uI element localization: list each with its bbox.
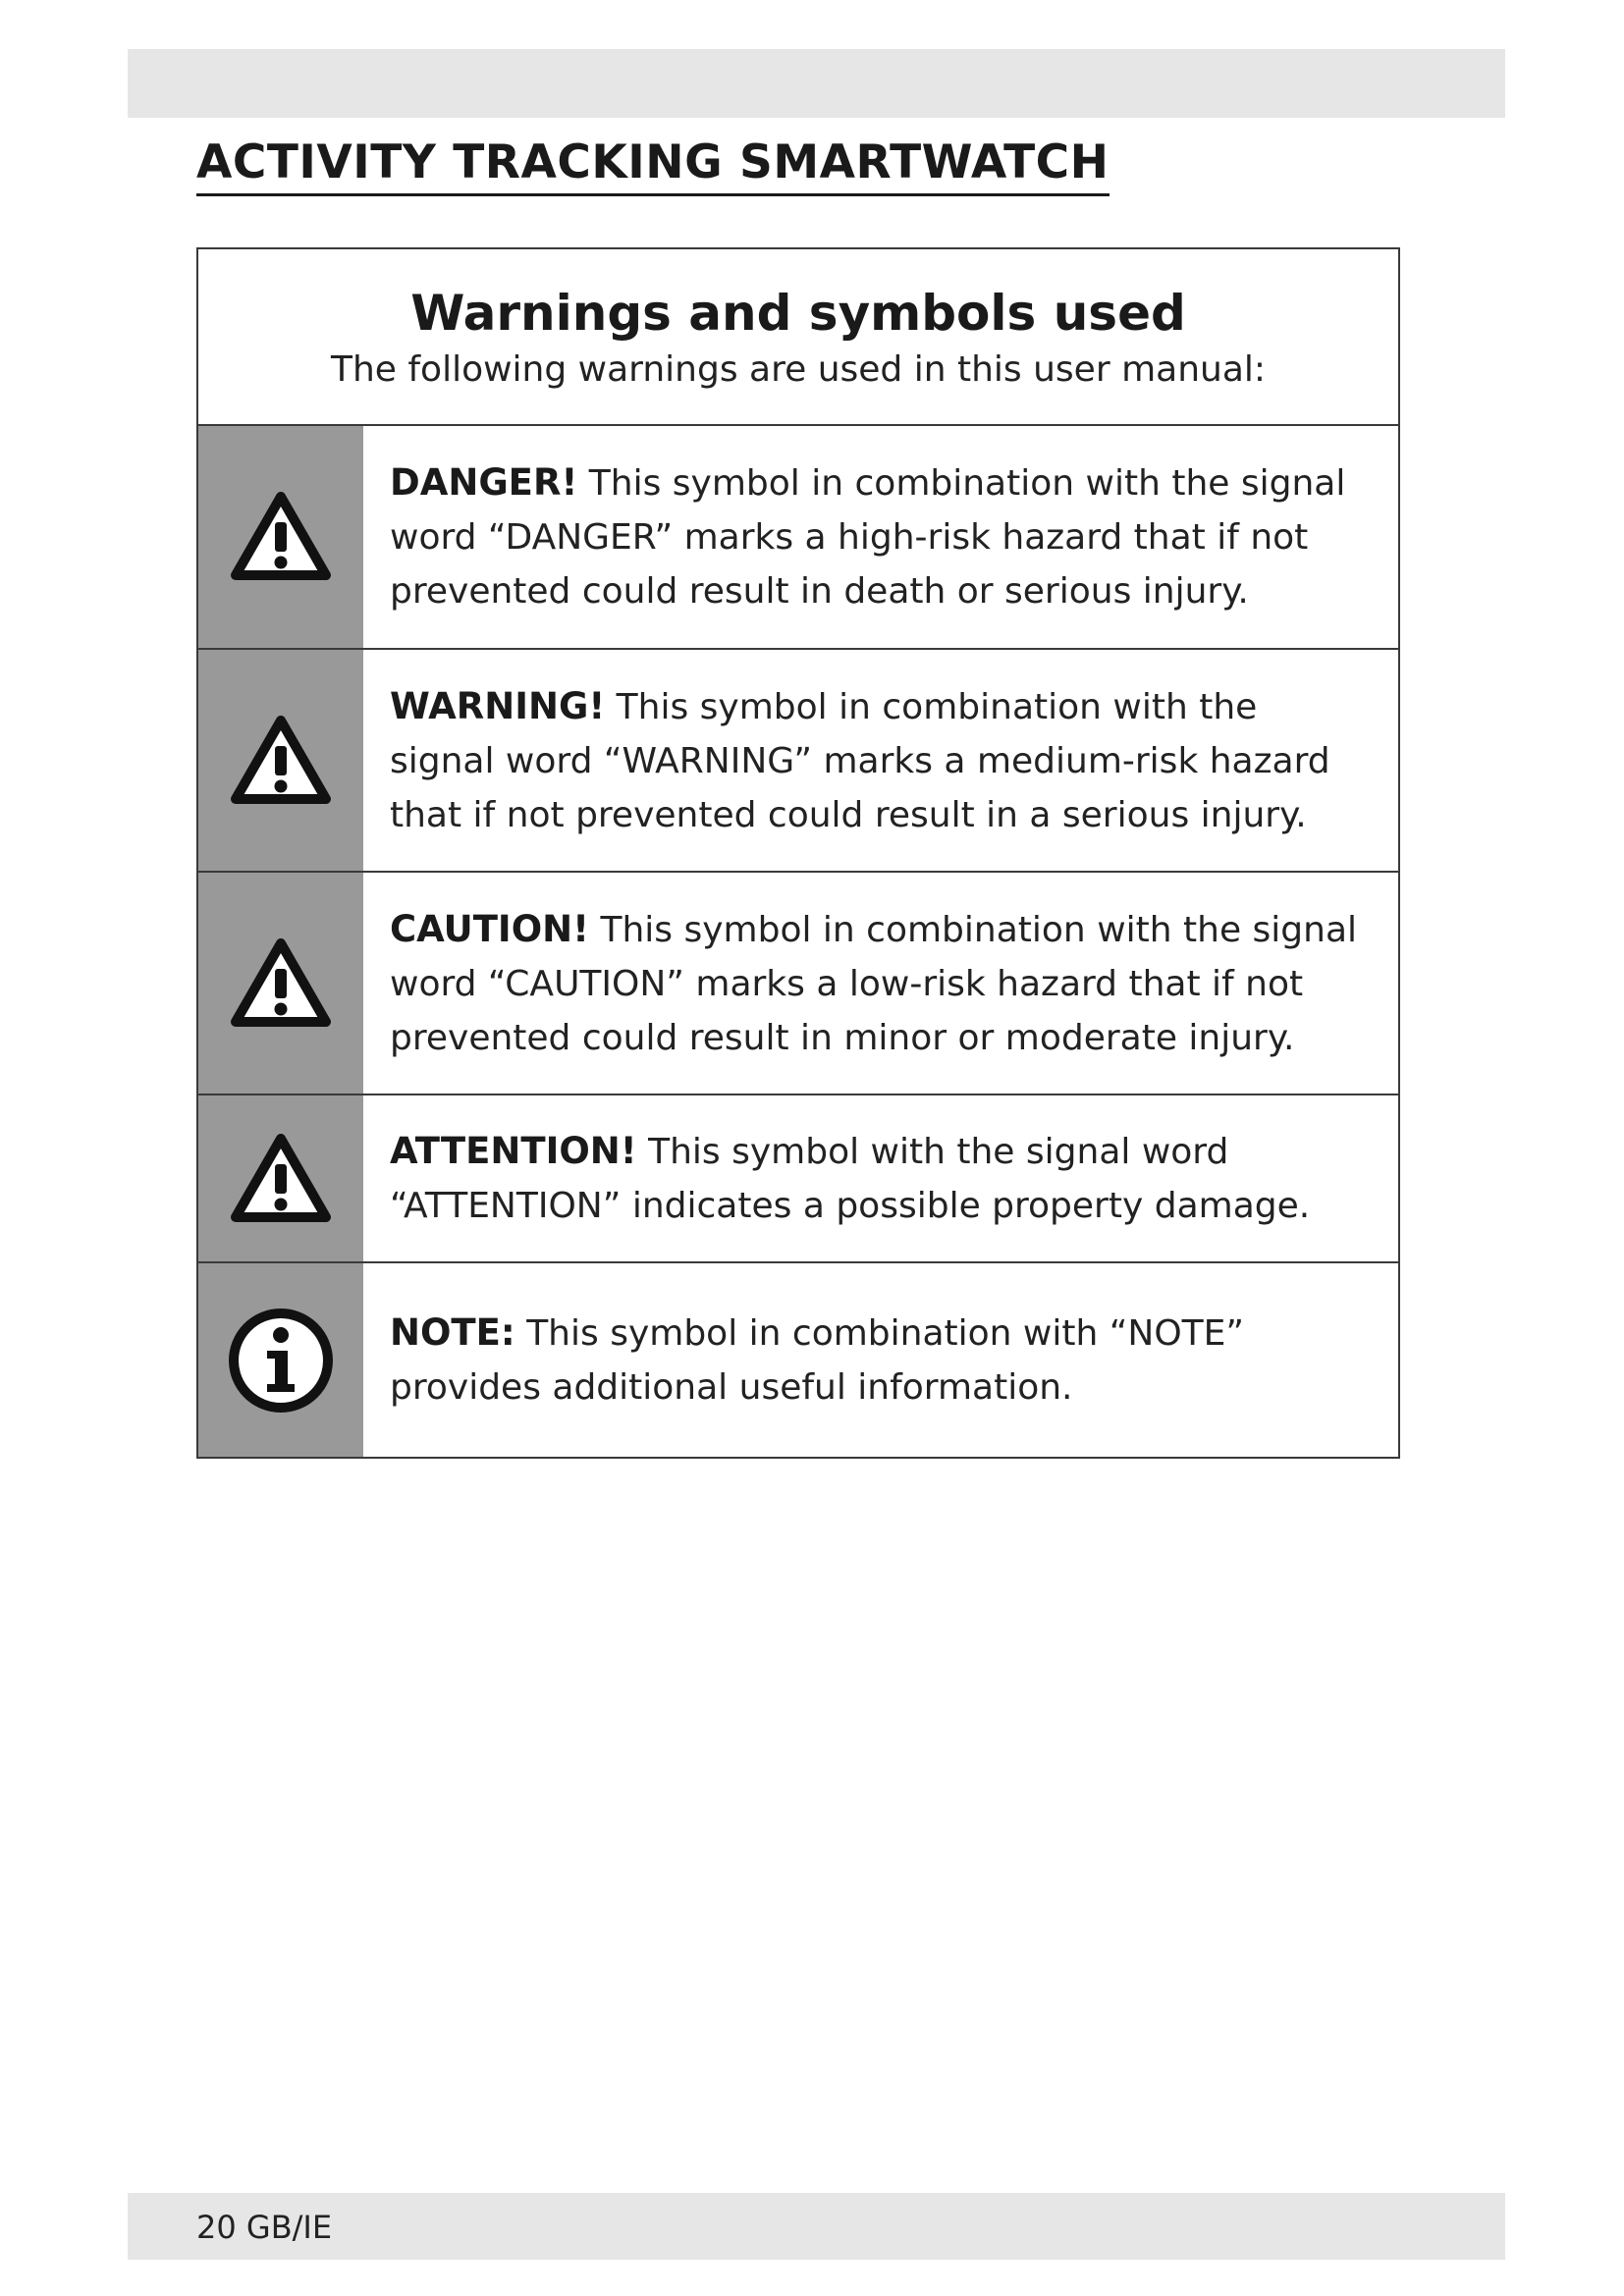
table-header: [198, 249, 1398, 426]
row-description: This symbol in combination with the signal word “CAUTION” marks a low-risk hazard that if not prevented could result in minor or moderate injury.: [390, 909, 1358, 1058]
table-subheading: The following warnings are used in this user manual:: [330, 349, 1267, 390]
header-bar: [128, 49, 1505, 118]
info-circle-icon: [226, 1306, 336, 1415]
warning-triangle-icon: [230, 1133, 332, 1225]
row-text: [363, 873, 1398, 1094]
footer-bar: [128, 2193, 1505, 2260]
row-text: [363, 1095, 1398, 1261]
warning-triangle-icon: [230, 937, 332, 1030]
icon-cell: [198, 1263, 363, 1457]
note-row: [198, 1263, 1398, 1457]
warnings-table: [196, 247, 1400, 1459]
signal-word: WARNING!: [390, 684, 606, 727]
warning-row: [198, 650, 1398, 873]
row-text: [363, 1263, 1398, 1457]
document-title: ACTIVITY TRACKING SMARTWATCH: [196, 135, 1110, 196]
warning-triangle-icon: [230, 715, 332, 807]
icon-cell: [198, 426, 363, 648]
danger-row: [198, 426, 1398, 650]
attention-row: [198, 1095, 1398, 1263]
signal-word: DANGER!: [390, 461, 578, 504]
row-description: This symbol in combination with “NOTE” provides additional useful information.: [390, 1313, 1245, 1408]
row-description: This symbol with the signal word “ATTENTION” indicates a possible property damage.: [390, 1132, 1311, 1226]
icon-cell: [198, 1095, 363, 1261]
row-text: [363, 650, 1398, 871]
warning-triangle-icon: [230, 491, 332, 583]
row-description: This symbol in combination with the signal word “DANGER” marks a high-risk hazard that if not prevented could result in death or serious injury.: [390, 463, 1346, 612]
caution-row: [198, 873, 1398, 1095]
row-description: This symbol in combination with the signal word “WARNING” marks a medium-risk hazard that if not prevented could result in a serious injury.: [390, 686, 1330, 835]
row-text: [363, 426, 1398, 648]
signal-word: CAUTION!: [390, 907, 589, 950]
icon-cell: [198, 873, 363, 1094]
page-number: 20 GB/IE: [196, 2209, 333, 2246]
signal-word: ATTENTION!: [390, 1130, 637, 1172]
table-heading: Warnings and symbols used: [410, 285, 1186, 342]
signal-word: NOTE:: [390, 1311, 515, 1354]
icon-cell: [198, 650, 363, 871]
